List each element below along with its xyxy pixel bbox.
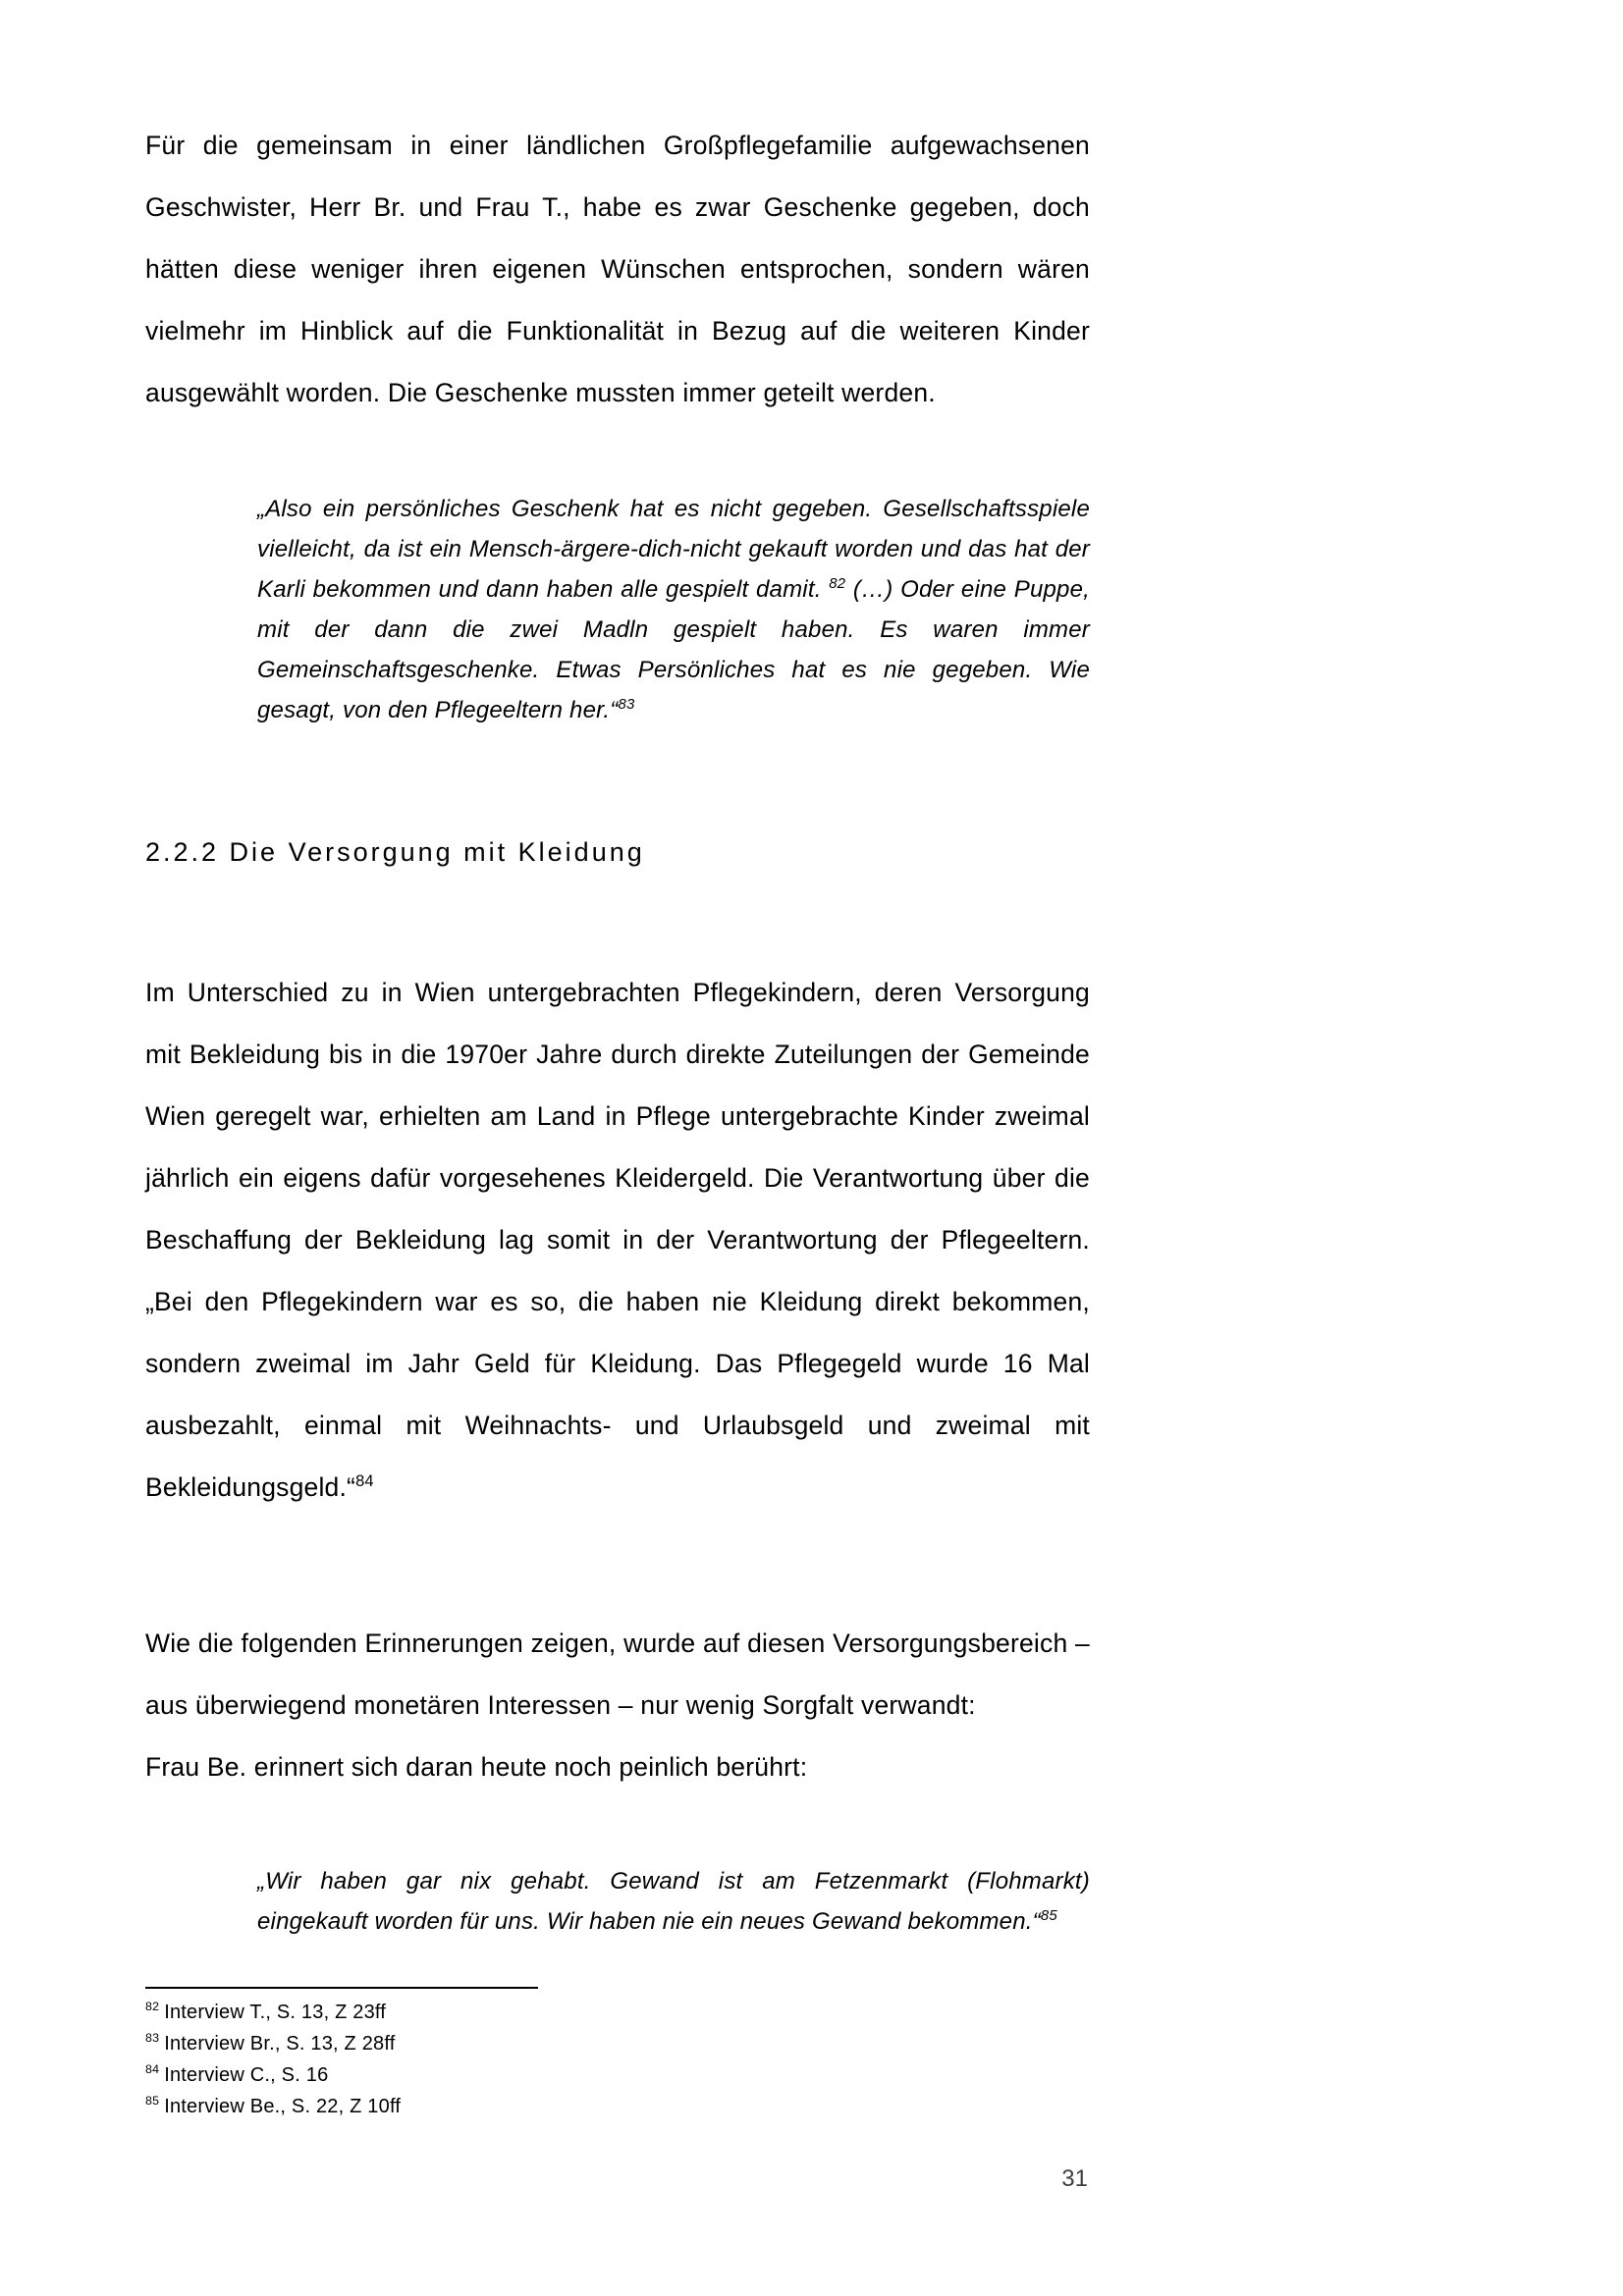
paragraph-kleidung xyxy=(145,962,1090,1519)
footnote-number: 83 xyxy=(145,2031,160,2046)
footnote-number: 84 xyxy=(145,2062,160,2077)
footnote-ref-83: 83 xyxy=(618,697,635,713)
footnote-item xyxy=(145,2091,1090,2122)
footnote-item xyxy=(145,2059,1090,2091)
page-number: 31 xyxy=(1061,2165,1088,2192)
quote-geschenke-text-after: (…) Oder eine Puppe, mit der dann die zwei Madln gespielt haben. Es waren immer Gemeinschaftsgeschenke. Etwas Persönliches hat es nie gegeben. Wie gesagt, von den Pflegeeltern her.“ xyxy=(257,576,1091,723)
footnote-item xyxy=(145,1997,1090,2028)
footnote-text: Interview T., S. 13, Z 23ff xyxy=(164,2002,387,2023)
footnote-number: 85 xyxy=(145,2094,160,2109)
paragraph-sorgfalt xyxy=(145,1613,1090,1798)
quote-gewand-text: „Wir haben gar nix gehabt. Gewand ist am Fetzenmarkt (Flohmarkt) eingekauft worden für uns. Wir haben nie ein neues Gewand bekommen.“ xyxy=(257,1868,1090,1935)
blockquote-geschenke xyxy=(257,489,1090,730)
footnote-number: 82 xyxy=(145,2000,160,2014)
footnote-ref-85: 85 xyxy=(1040,1908,1057,1924)
footnote-text: Interview C., S. 16 xyxy=(164,2064,329,2086)
section-heading-2-2-2: 2.2.2 Die Versorgung mit Kleidung xyxy=(145,837,645,867)
footnotes-section xyxy=(145,1987,1090,2122)
paragraph-geschenke: Für die gemeinsam in einer ländlichen Großpflegefamilie aufgewachsenen Geschwister, Herr Br. und Frau T., habe es zwar Geschenke gegeben, doch hätten diese weniger ihren eigenen Wünschen entsprochen, sondern wären vielmehr im Hinblick auf die Funktionalität in Bezug auf die weiteren Kinder ausgewählt worden. Die Geschenke mussten immer geteilt werden. xyxy=(145,131,1090,407)
quote-geschenke-text-before: „Also ein persönliches Geschenk hat es nicht gegeben. Gesellschaftsspiele vielleicht, da ist ein Mensch-ärgere-dich-nicht gekauft worden und das hat der Karli bekommen und dann haben alle gespielt damit. xyxy=(257,496,1090,603)
paragraph-sorgfalt-line2: Frau Be. erinnert sich daran heute noch peinlich berührt: xyxy=(145,1752,808,1782)
footnote-ref-82: 82 xyxy=(829,576,846,592)
paragraph-kleidung-text: Im Unterschied zu in Wien untergebrachten Pflegekindern, deren Versorgung mit Bekleidung bis in die 1970er Jahre durch direkte Zuteilungen der Gemeinde Wien geregelt war, erhielten am Land in Pflege untergebrachte Kinder zweimal jährlich ein eigens dafür vorgesehenes Kleidergeld. Die Verantwortung über die Beschaffung der Bekleidung lag somit in der Verantwortung der Pflegeeltern. „Bei den Pflegekindern war es so, die haben nie Kleidung direkt bekommen, sondern zweimal im Jahr Geld für Kleidung. Das Pflegegeld wurde 16 Mal ausbezahlt, einmal mit Weihnachts- und Urlaubsgeld und zweimal mit Bekleidungsgeld.“ xyxy=(145,978,1090,1502)
footnote-ref-84: 84 xyxy=(355,1472,374,1491)
footnote-text: Interview Br., S. 13, Z 28ff xyxy=(164,2033,396,2055)
paragraph-sorgfalt-line1: Wie die folgenden Erinnerungen zeigen, wurde auf diesen Versorgungsbereich – aus überwiegend monetären Interessen – nur wenig Sorgfalt verwandt: xyxy=(145,1629,1090,1720)
footnote-text: Interview Be., S. 22, Z 10ff xyxy=(164,2096,402,2117)
footnote-separator xyxy=(145,1987,538,1989)
footnote-item xyxy=(145,2028,1090,2059)
blockquote-gewand xyxy=(257,1861,1090,1942)
